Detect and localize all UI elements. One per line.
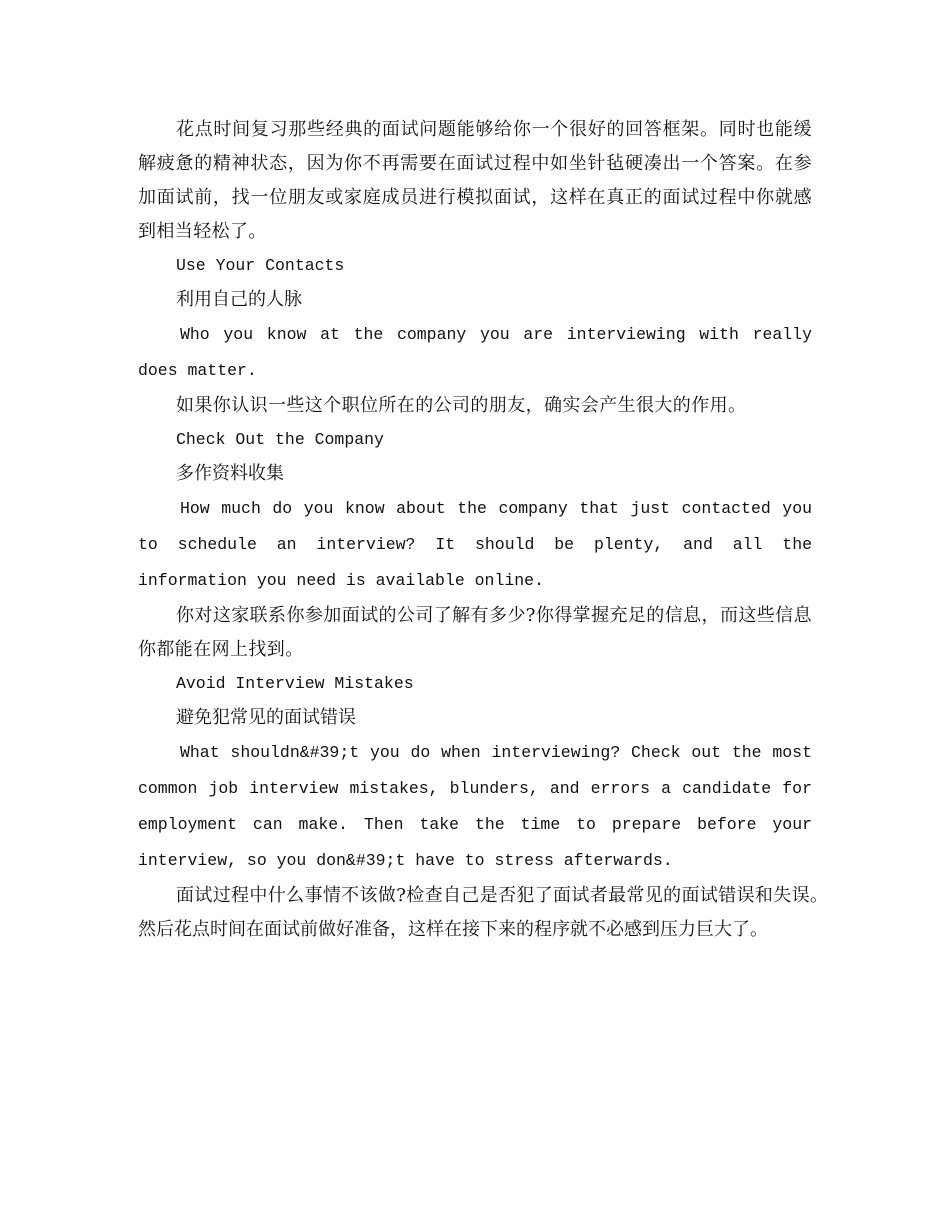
document-body [138, 113, 828, 947]
heading-check-out-company: Check Out the Company [176, 430, 384, 449]
paragraph-mistakes-cn: 面试过程中什么事情不该做?检查自己是否犯了面试者最常见的面试错误和失误。然后花点时间在面试前做好准备，这样在接下来的程序就不必感到压力巨大了。 [138, 885, 828, 940]
heading-check-out-company-cn: 多作资料收集 [176, 463, 284, 484]
paragraph-contacts-cn: 如果你认识一些这个职位所在的公司的朋友，确实会产生很大的作用。 [176, 395, 747, 416]
heading-avoid-mistakes-cn: 避免犯常见的面试错误 [176, 707, 356, 728]
paragraph-company-en: How much do you know about the company that just contacted you to schedule an interview? It should be plenty, and all the information you need is available online. [138, 499, 812, 590]
heading-use-your-contacts: Use Your Contacts [176, 256, 345, 275]
paragraph-contacts-en: Who you know at the company you are interviewing with really does matter. [138, 325, 812, 380]
heading-avoid-mistakes: Avoid Interview Mistakes [176, 674, 414, 693]
paragraph-mistakes-en: What shouldn&#39;t you do when interviewing? Check out the most common job interview mistakes, blunders, and errors a candidate for employment can make. Then take the time to prepare before your interview, so you don&#39;t have to stress afterwards. [138, 743, 812, 870]
heading-use-your-contacts-cn: 利用自己的人脉 [176, 289, 302, 310]
paragraph-practice-cn: 花点时间复习那些经典的面试问题能够给你一个很好的回答框架。同时也能缓解疲惫的精神状态，因为你不再需要在面试过程中如坐针毡硬凑出一个答案。在参加面试前，找一位朋友或家庭成员进行模拟面试，这样在真正的面试过程中你就感到相当轻松了。 [138, 119, 812, 242]
paragraph-company-cn: 你对这家联系你参加面试的公司了解有多少?你得掌握充足的信息，而这些信息你都能在网上找到。 [138, 605, 812, 660]
